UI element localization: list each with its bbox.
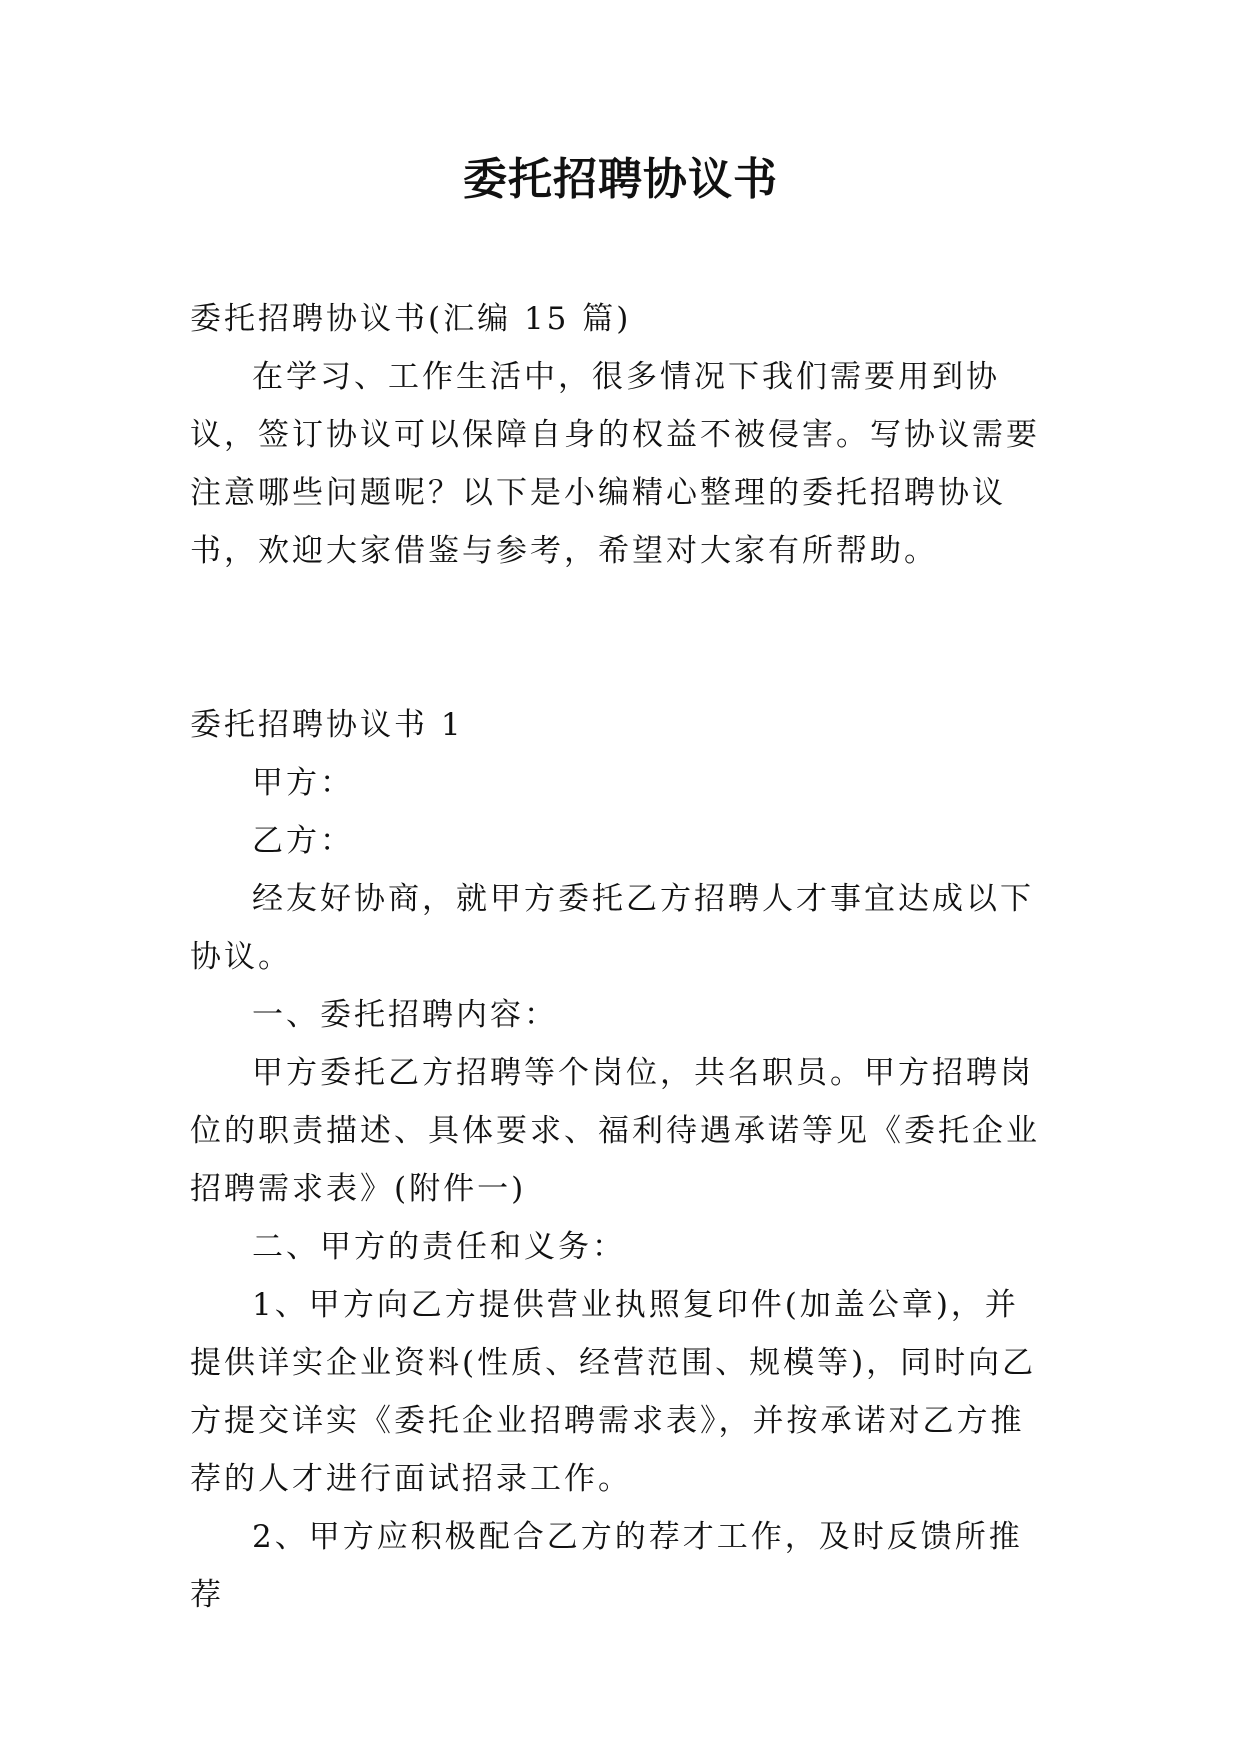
clause-1-heading: 一、委托招聘内容：: [252, 997, 558, 1033]
clause-2-heading: 二、甲方的责任和义务：: [252, 1229, 626, 1265]
document-subtitle: 委托招聘协议书(汇编 15 篇): [190, 301, 632, 337]
section-heading: 委托招聘协议书 1: [190, 707, 464, 743]
agreement-intro-paragraph: 经友好协商，就甲方委托乙方招聘人才事宜达成以下协议。: [190, 881, 1034, 975]
document-title: 委托招聘协议书: [463, 154, 778, 205]
clause-2-item-1: 1、甲方向乙方提供营业执照复印件(加盖公章)，并提供详实企业资料(性质、经营范围、规模等)，同时向乙方提交详实《委托企业招聘需求表》，并按承诺对乙方推荐的人才进行面试招录工作。: [190, 1287, 1037, 1497]
clause-2-item-2: 2、甲方应积极配合乙方的荐才工作，及时反馈所推荐: [190, 1519, 1023, 1613]
document-body: [190, 290, 1050, 1624]
party-a-line: 甲方：: [252, 765, 354, 801]
party-b-line: 乙方：: [252, 823, 354, 859]
intro-paragraph: 在学习、工作生活中，很多情况下我们需要用到协议，签订协议可以保障自身的权益不被侵害。写协议需要注意哪些问题呢？以下是小编精心整理的委托招聘协议书，欢迎大家借鉴与参考，希望对大家有所帮助。: [190, 359, 1040, 569]
clause-1-paragraph: 甲方委托乙方招聘等个岗位，共名职员。甲方招聘岗位的职责描述、具体要求、福利待遇承诺等见《委托企业招聘需求表》(附件一): [190, 1055, 1040, 1207]
section-spacer: [190, 580, 1050, 696]
